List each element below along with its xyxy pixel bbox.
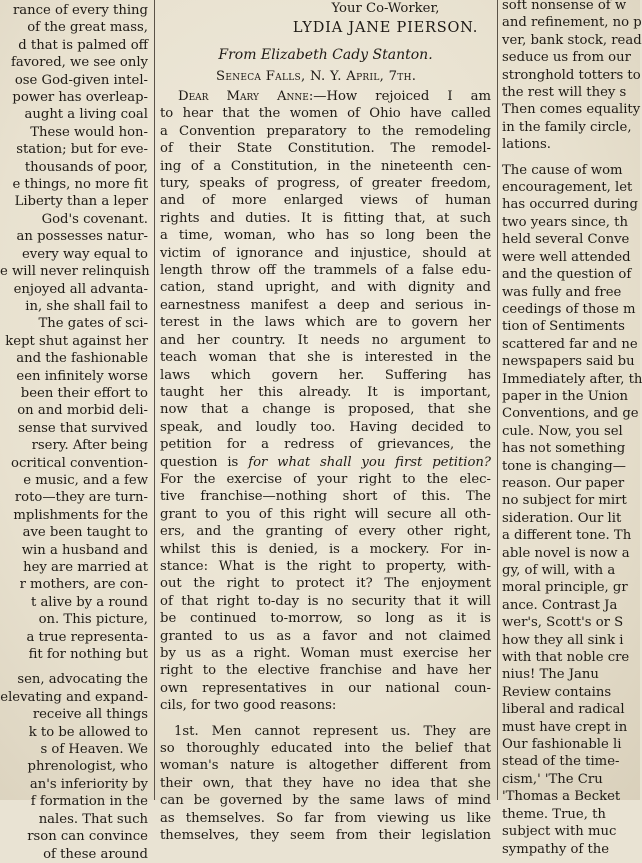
text-line: aught a living coal [24, 107, 148, 123]
middle-column [160, 0, 491, 844]
text-line: cule. Now, you sel [502, 423, 623, 439]
text-line: speak, and loudly too. Having decided to [160, 419, 491, 435]
text-line: to hear that the women of Ohio have called [160, 106, 491, 122]
text-line: phrenologist, who [27, 759, 148, 775]
text-line: ocritical convention- [11, 455, 148, 471]
text-line: k to be allowed to [28, 724, 148, 740]
text-line: on. This picture, [38, 612, 148, 628]
text-line: tive franchise—nothing short of this. The [160, 489, 491, 505]
text-line [160, 454, 491, 471]
text-line: held several Conve [502, 232, 630, 248]
paragraph-gap [502, 154, 640, 162]
text-line: has not something [502, 441, 626, 457]
text-line: lations. [502, 137, 551, 153]
text-line: of the great mass, [27, 20, 148, 36]
text-line: seduce us from our [502, 50, 631, 66]
text-line: mplishments for the [13, 507, 148, 523]
paragraph-gap [0, 663, 148, 671]
text-line: been their effort to [20, 385, 148, 401]
text-line: fit for nothing but [28, 647, 148, 663]
right-column [502, 0, 642, 857]
text-line: must have crept in [502, 719, 628, 735]
text-line: was fully and free [502, 284, 622, 300]
text-line: tion of Sentiments [502, 319, 625, 335]
text-line: of these around [43, 846, 148, 862]
text-line: right to the elective franchise and have her [160, 663, 491, 679]
text-line: scattered far and ne [502, 336, 638, 352]
text-line: liberal and radical [502, 702, 625, 718]
text-line: reason. Our paper [502, 475, 625, 491]
text-line: and the fashionable [16, 351, 148, 367]
text-line: own representatives in our national coun- [160, 680, 491, 696]
text-span: —How rejoiced I am [313, 89, 491, 104]
text-line: grant to you of this right will secure all oth- [160, 506, 491, 522]
text-line: in, she shall fail to [25, 298, 148, 314]
text-line: e things, no more fit [12, 177, 148, 193]
letter-dateline [160, 66, 491, 88]
text-line: paper in the Union [502, 388, 628, 404]
text-line: ers, and the granting of every other right, [160, 524, 491, 540]
text-line: laws which govern her. Suffering has [160, 367, 491, 383]
text-line: cism,' 'The Cru [502, 771, 603, 787]
column-rule [154, 0, 155, 800]
dateline-text: Seneca Falls, N. Y. April, 7th. [216, 69, 417, 84]
text-line: e music, and a few [23, 472, 148, 488]
text-line: soft nonsense of w [502, 0, 627, 13]
text-line: themselves, they seem from their legislation [160, 828, 491, 844]
text-line: r mothers, are con- [19, 577, 148, 593]
text-line: Liberty than a leper [14, 194, 148, 210]
text-line: were well attended [502, 249, 631, 265]
text-line: t alive by a round [30, 594, 148, 610]
text-line: sen, advocating the [17, 672, 148, 688]
text-line: subject with muc [502, 824, 617, 840]
text-line: nales. That such [38, 811, 148, 827]
italic-question: for what shall you first petition? [248, 454, 491, 470]
text-line: encouragement, let [502, 180, 633, 196]
text-line: elevating and expand- [0, 689, 148, 705]
text-line: able novel is now a [502, 545, 630, 561]
text-line: The cause of wom [502, 162, 623, 178]
signature-closing: Your Co-Worker, [331, 1, 440, 16]
text-line: an possesses natur- [16, 229, 148, 245]
text-line: ceedings of those m [502, 301, 636, 317]
text-line: e will never relinquish [0, 264, 150, 280]
text-line: now that a change is proposed, that she [160, 402, 491, 418]
text-line: earnestness manifest a deep and serious in- [160, 297, 491, 313]
text-line: their own, that they have no idea that she [160, 775, 491, 791]
text-line: as themselves. So far from viewing us like [160, 810, 491, 826]
text-line: een infinitely worse [16, 368, 148, 384]
text-line: moral principle, gr [502, 580, 628, 596]
text-line: of their State Constitution. The remodel- [160, 141, 491, 157]
text-line: Then comes equality [502, 102, 641, 118]
text-line: woman's nature is altogether different from [160, 758, 491, 774]
text-line: ing of a Constitution, in the nineteenth cen- [160, 158, 491, 174]
text-line: granted to us as a favor and not claimed [160, 628, 491, 644]
text-line: ance. Contrast Ja [502, 597, 618, 613]
text-span: question is [160, 454, 249, 470]
text-line: s of Heaven. We [40, 742, 148, 758]
text-line: ose God-given intel- [14, 72, 148, 88]
text-line: For the exercise of your right to the elec- [160, 471, 491, 487]
text-line: a time, woman, who has so long been the [160, 228, 491, 244]
letter-body [160, 88, 491, 844]
text-line: Review contains [502, 684, 612, 700]
text-line: can be governed by the same laws of mind [160, 793, 491, 809]
text-line: by us as a right. Woman must exercise her [160, 646, 491, 661]
text-line: 'Thomas a Becket [502, 789, 621, 805]
text-line: and refinement, no p [502, 15, 642, 31]
text-line: ver, bank stock, read [502, 32, 642, 48]
text-line: a true representa- [26, 629, 148, 645]
text-line: 1st. Men cannot represent us. They are [174, 723, 491, 739]
text-line: on and morbid deli- [17, 403, 148, 419]
text-line: stronghold totters to [502, 67, 641, 83]
text-line: victim of ignorance and injustice, should at [160, 245, 491, 261]
text-line: These would hon- [30, 124, 148, 140]
text-line: length throw off the trammels of a false edu- [160, 263, 491, 279]
text-line: and the question of [502, 267, 632, 283]
text-line: power has overleap- [12, 90, 148, 106]
text-line: f formation in the [30, 794, 148, 810]
text-line: an's inferiority by [29, 776, 148, 792]
text-line: kept shut against her [5, 333, 148, 349]
text-line: d that is palmed off [18, 37, 148, 53]
text-line: and her country. It needs no argument to [160, 332, 491, 348]
text-line: and of more enlarged views of human [160, 193, 491, 209]
signature-name: LYDIA JANE PIERSON. [292, 20, 479, 36]
text-line: thousands of poor, [24, 159, 148, 175]
text-line: of that right to-day is no security that it will [160, 593, 491, 609]
text-line: rance of every thing [12, 3, 148, 18]
text-line: favored, we see only [10, 55, 148, 71]
text-line: Our fashionable li [502, 737, 622, 753]
text-line: every way equal to [21, 246, 148, 262]
text-line: taught her this already. It is important, [160, 384, 491, 400]
text-line: The gates of sci- [38, 316, 148, 332]
text-line: stance: What is the right to property, with- [160, 558, 491, 574]
text-line: how they all sink i [502, 632, 624, 648]
text-line: sense that survived [18, 420, 148, 436]
text-line: the rest will they s [502, 85, 627, 101]
text-line: newspapers said bu [502, 354, 635, 370]
text-line: tone is changing— [502, 458, 626, 474]
text-line: whilst this is denied, is a mockery. For in- [160, 541, 491, 557]
text-line: hey are married at [23, 560, 148, 575]
text-line: sideration. Our lit [502, 510, 622, 526]
text-line: nius! The Janu [502, 667, 599, 683]
text-line: teach woman that she is interested in the [160, 350, 491, 366]
text-line: tury, speaks of progress, of greater freedom, [160, 176, 491, 192]
text-line: Immediately after, th [502, 371, 642, 387]
text-line: cation, stand upright, and with dignity and [160, 280, 491, 296]
text-line: stead of the time- [502, 754, 620, 770]
text-line: cils, for two good reasons: [160, 698, 337, 714]
left-column [0, 2, 150, 862]
text-line [160, 88, 491, 105]
text-line: in the family circle, [502, 119, 632, 135]
letter-salutation: Dear Mary Anne: [178, 89, 314, 104]
text-line: petition for a redress of grievances, the [160, 437, 491, 453]
text-line: God's covenant. [41, 211, 148, 227]
text-line: two years since, th [502, 214, 628, 230]
text-line: theme. True, th [502, 806, 606, 822]
text-line: with that noble cre [502, 650, 630, 666]
text-line: enjoyed all advanta- [13, 281, 148, 297]
text-line: win a husband and [21, 542, 148, 558]
text-line: rights and duties. It is fitting that, at such [160, 210, 491, 226]
text-line: Conventions, and ge [502, 406, 639, 422]
text-line: terest in the laws which are to govern her [160, 315, 491, 331]
text-line: rsery. After being [31, 438, 148, 454]
text-line: no subject for mirt [502, 493, 627, 509]
text-line: has occurred during [502, 197, 638, 213]
text-line: be continued to-morrow, so long as it is [160, 611, 491, 627]
paragraph-gap [160, 715, 491, 723]
text-line: receive all things [32, 707, 148, 723]
text-line: sympathy of the [502, 841, 610, 857]
letter-heading: From Elizabeth Cady Stanton. [218, 47, 433, 63]
text-line: wer's, Scott's or S [502, 615, 624, 631]
text-line: gy, of will, with a [502, 563, 616, 578]
text-line: roto—they are turn- [14, 490, 148, 506]
text-line: station; but for eve- [16, 142, 148, 158]
text-line: ave been taught to [22, 525, 148, 541]
text-line: out the right to protect it? The enjoyment [160, 576, 491, 592]
text-line: a Convention preparatory to the remodeling [160, 123, 491, 139]
column-rule [497, 0, 498, 800]
text-line: so thoroughly educated into the belief that [160, 741, 491, 757]
text-line: rson can convince [27, 829, 148, 845]
text-line: a different tone. Th [502, 528, 632, 544]
